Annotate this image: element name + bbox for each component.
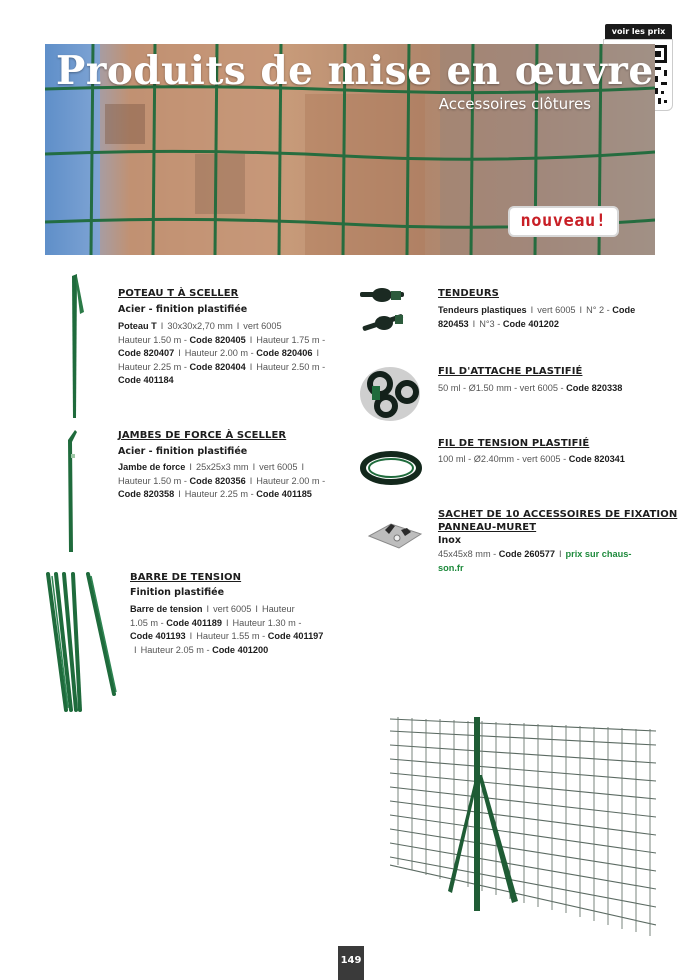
description-line [438,318,663,332]
sachet-fixation-image [365,518,425,554]
description-line [118,320,343,334]
description-text: Tendeurs plastiques [438,305,527,315]
description-text: Hauteur 2.25 m - [118,361,190,372]
fil-tension-image [360,449,422,487]
separator: I [236,321,240,331]
description-text: Code 401184 [118,375,174,386]
description-text: Hauteur 2.50 m - [256,361,326,372]
page-title: Produits de mise en œuvre [56,48,654,94]
description-text: Hauteur [261,604,295,614]
separator: I [134,644,137,655]
description-text: Code 820338 [566,383,623,393]
description-line [438,548,663,562]
separator: I [530,305,534,315]
description-text[interactable]: prix sur chaus- [565,549,632,559]
separator: I [558,549,562,559]
description-text: Code 401202 [502,318,560,329]
sachet-title-line1: SACHET DE 10 ACCESSOIRES DE FIXATION [438,509,678,520]
tendeurs-title: TENDEURS [438,288,499,299]
description-text: Hauteur 2.00 m - [256,475,326,486]
description-text: Hauteur 1.50 m - [118,475,190,486]
description-text: vert 6005 [537,305,576,315]
description-text: Code 260577 [498,549,555,559]
description-line [118,374,343,388]
separator: I [301,462,305,472]
description-text: Poteau T [118,321,157,331]
separator: I [472,318,476,329]
description-text[interactable]: son.fr [438,562,464,573]
fence-panel-image [390,715,656,941]
hero-banner [45,44,655,255]
separator: I [252,462,256,472]
separator: I [206,604,210,614]
fil-tension-title: FIL DE TENSION PLASTIFIÉ [438,438,590,449]
fil-attache-title: FIL D'ATTACHE PLASTIFIÉ [438,366,583,377]
description-text: Code 401189 [166,617,222,628]
description-line [118,361,343,375]
description-text: Jambe de force [118,462,186,472]
description-line [118,461,343,475]
separator: I [178,348,181,359]
description-text: N°3 - [479,318,503,329]
description-text: Hauteur 1.30 m - [232,617,302,628]
separator: I [316,348,319,359]
jambe-de-force-image [62,428,92,554]
description-line [118,347,343,361]
description-text: Barre de tension [130,604,203,614]
description-line [118,475,343,489]
sachet-subtitle: Inox [438,535,461,546]
description-text: N° 2 - [586,305,613,315]
jambes-description [118,461,343,502]
separator: I [579,305,583,315]
description-text: Code 401200 [212,644,269,655]
separator: I [249,475,253,486]
separator: I [189,631,193,642]
poteau-description [118,320,343,388]
description-line [438,382,663,396]
poteau-subtitle: Acier - finition plastifiée [118,304,248,315]
sachet-title-line2: PANNEAU-MURET [438,522,537,533]
description-text: 50 ml - Ø1.50 mm - vert 6005 - [438,383,567,393]
poteau-t-image [62,272,92,422]
description-text: 100 ml - Ø2.40mm - vert 6005 - [438,454,569,464]
description-text: 820453 [438,318,469,329]
description-text: Code 820404 [189,361,246,372]
fil-attache-description [438,382,663,396]
description-line [130,630,345,644]
fil-attache-image [358,364,422,424]
page-number: 149 [338,946,364,980]
description-text: 1.05 m - [130,617,167,628]
description-text: Code 820407 [118,348,175,359]
separator: I [225,617,229,628]
poteau-title: POTEAU T À SCELLER [118,288,239,299]
description-text: Hauteur 2.00 m - [184,348,257,359]
separator: I [189,462,192,472]
barre-description [130,603,345,657]
description-text: vert 6005 [243,321,282,331]
description-line [130,603,345,617]
qr-label: voir les prix [605,24,672,39]
description-text: 30x30x2,70 mm [167,321,233,331]
new-badge: nouveau! [508,206,619,237]
description-text: Hauteur 1.75 m - [256,334,326,345]
separator: I [160,321,164,331]
description-text: Code 401197 [267,631,324,642]
description-text: Code 820341 [568,454,625,464]
description-line [118,488,343,502]
description-line [130,617,345,631]
description-line [438,304,663,318]
separator: I [178,489,181,500]
description-line [118,334,343,348]
description-line [130,644,345,658]
tendeurs-image [357,283,407,343]
separator: I [249,361,253,372]
sachet-description [438,548,663,575]
fil-tension-description [438,453,663,467]
description-text: 25x25x3 mm [195,462,249,472]
jambes-subtitle: Acier - finition plastifiée [118,446,248,457]
description-text: vert 6005 [213,604,252,614]
description-text: Code 820405 [189,334,246,345]
description-text: Code 820358 [118,489,175,500]
description-text: vert 6005 [259,462,298,472]
barre-subtitle: Finition plastifiée [130,587,225,598]
description-text: Hauteur 2.25 m - [184,489,257,500]
description-text: Code 401193 [130,631,186,642]
description-line [438,562,663,576]
barre-title: BARRE DE TENSION [130,572,242,583]
description-text: Code 820356 [189,475,246,486]
jambes-title: JAMBES DE FORCE À SCELLER [118,430,287,441]
description-text: Hauteur 1.55 m - [196,631,268,642]
barre-de-tension-image [44,570,124,716]
description-text: Code 401185 [256,489,312,500]
description-text: 45x45x8 mm - [438,549,499,559]
separator: I [255,604,258,614]
separator: I [249,334,253,345]
tendeurs-description [438,304,663,331]
description-text: Code 820406 [256,348,313,359]
description-line [438,453,663,467]
page-subtitle: Accessoires clôtures [438,95,591,113]
description-text: Hauteur 1.50 m - [118,334,190,345]
description-text: Code [612,305,636,315]
description-text: Hauteur 2.05 m - [140,644,213,655]
